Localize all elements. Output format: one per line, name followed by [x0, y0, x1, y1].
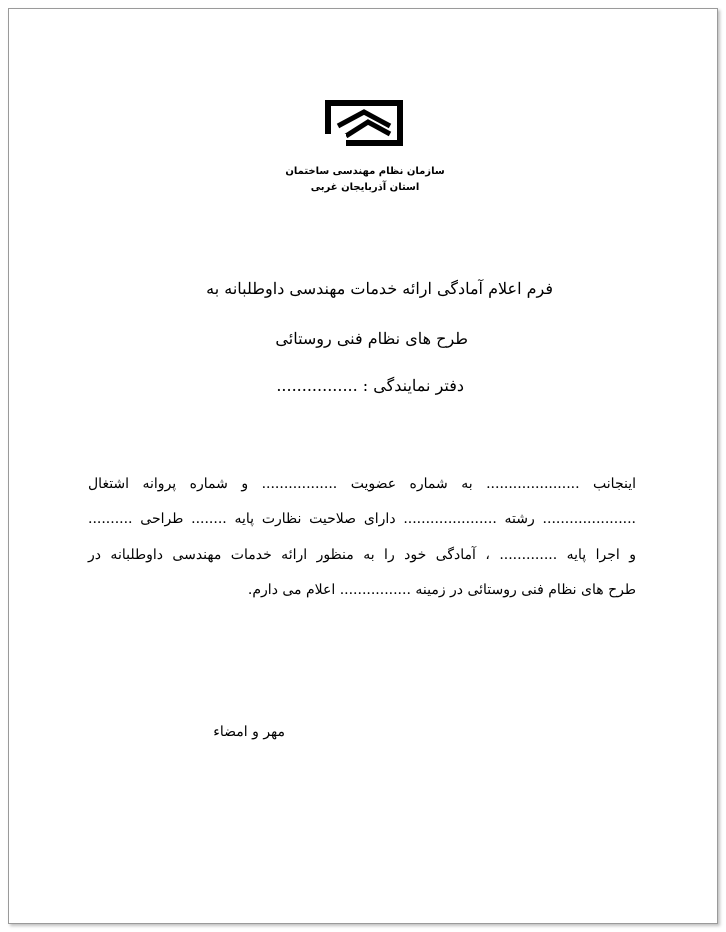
- declaration-line-4: طرح های نظام فنی روستائی در زمینه ................ اعلام می دارم.: [247, 582, 636, 598]
- office-field: دفتر نمایندگی : ................: [276, 376, 464, 395]
- signature-label: مهر و امضاء: [213, 724, 285, 740]
- form-subtitle: طرح های نظام فنی روستائی: [275, 329, 468, 348]
- form-title: فرم اعلام آمادگی ارائه خدمات مهندسی داوطلبانه به: [206, 279, 553, 298]
- declaration-line-2: ..................... رشته ..................... دارای صلاحیت نظارت پایه ........ طراحی ..........: [88, 511, 636, 527]
- organization-province: استان آذربایجان غربی: [310, 182, 420, 193]
- organization-logo: [318, 98, 410, 146]
- declaration-line-3: و اجرا پایه ............. ، آمادگی خود را به منظور ارائه خدمات مهندسی داوطلبانه در: [88, 547, 636, 563]
- declaration-line-1: اینجانب ..................... به شماره عضویت ................. و شماره پروانه اشتغال: [88, 476, 636, 492]
- organization-name: سازمان نظام مهندسی ساختمان: [285, 166, 445, 177]
